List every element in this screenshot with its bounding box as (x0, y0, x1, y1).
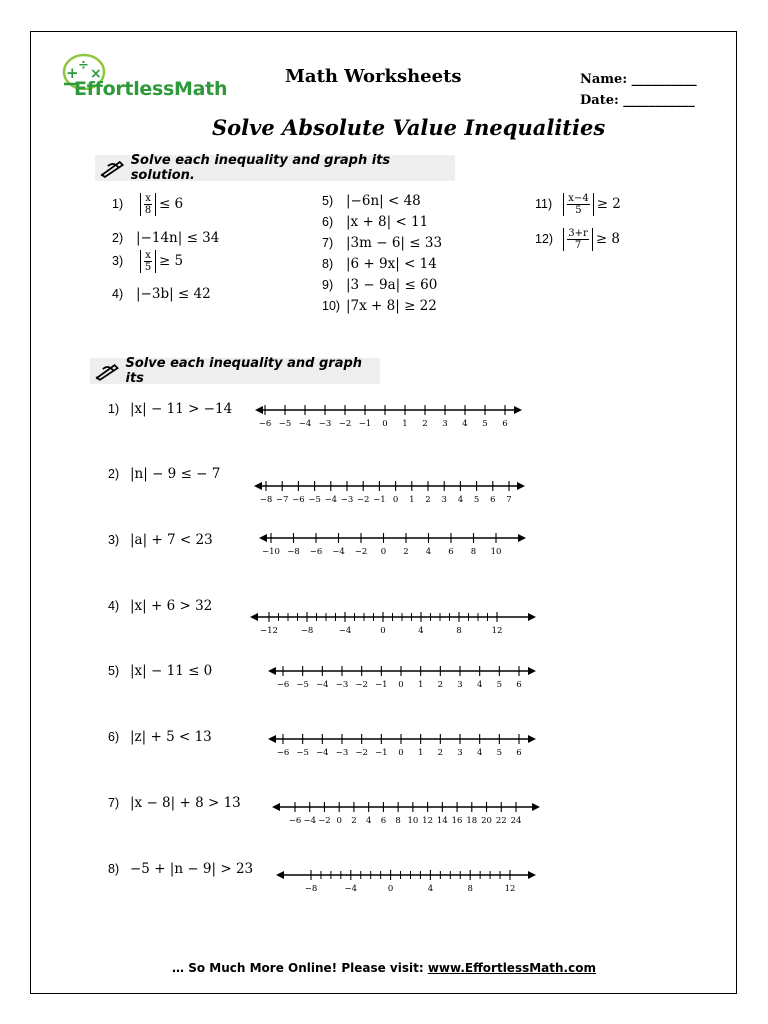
tick-label: 0 (382, 419, 388, 429)
problem-7 (322, 235, 442, 251)
number-line-5 (0, 659, 768, 699)
tick-label: 4 (476, 680, 483, 690)
tick-label: 0 (380, 626, 386, 636)
problem-9 (322, 277, 437, 293)
tick-label: 24 (510, 816, 522, 826)
fraction: $\frac{3+r}{7}$ (563, 228, 593, 251)
tick-label: −1 (373, 495, 386, 505)
number-line-6 (0, 727, 768, 767)
problem-text: |x + 8| < 11 (346, 214, 429, 230)
tick-label: −6 (258, 419, 272, 429)
right-arrow (528, 871, 536, 879)
tick-label: −2 (338, 419, 352, 429)
tick-label: 3 (441, 495, 447, 505)
tick-label: −4 (344, 884, 358, 894)
problem-number: 8) (322, 257, 334, 271)
graph-problem-5: 5) |x| − 11 ≤ 0 (108, 663, 213, 679)
problem-number: 12) (535, 232, 554, 246)
left-arrow (259, 534, 267, 542)
fraction: $\frac{x-4}{5}$ (563, 193, 593, 216)
tick-label: 2 (425, 495, 431, 505)
date-field: Date: ___________ (580, 93, 695, 108)
left-arrow (276, 871, 284, 879)
graph-problem-6: 6) |z| + 5 < 13 (108, 729, 212, 745)
tick-label: −1 (358, 419, 372, 429)
problem-text: |7x + 8| ≥ 22 (346, 298, 437, 314)
tick-label: 3 (442, 419, 448, 429)
tick-label: −1 (375, 680, 388, 690)
tick-label: 18 (466, 816, 478, 826)
tick-label: −4 (316, 680, 329, 690)
tick-label: −10 (262, 547, 280, 557)
left-arrow (272, 803, 280, 811)
problem-text: |−3b| ≤ 42 (136, 286, 211, 302)
tick-label: 5 (473, 495, 480, 505)
tick-label: −12 (260, 626, 278, 636)
tick-label: −4 (316, 748, 329, 758)
tick-label: −6 (276, 680, 290, 690)
tick-label: −5 (278, 419, 292, 429)
worksheet-header-title: Math Worksheets (285, 66, 462, 87)
number-line-2 (0, 474, 768, 514)
right-arrow (528, 667, 536, 675)
tick-label: 4 (457, 495, 464, 505)
tick-label: 0 (398, 748, 404, 758)
problem-number: 11) (535, 197, 553, 211)
tick-label: 16 (451, 816, 463, 826)
pencil-icon (94, 361, 120, 381)
tick-label: 4 (462, 419, 468, 429)
tick-label: 12 (504, 884, 516, 894)
graph-problem-4: 4) |x| + 6 > 32 (108, 598, 213, 614)
problem-12 (535, 228, 620, 251)
fraction: $\frac{x}{5}$ (140, 250, 156, 273)
tick-label: 2 (422, 419, 428, 429)
problem-number: 4) (112, 287, 124, 301)
problem-text: |3m − 6| ≤ 33 (346, 235, 443, 251)
svg-text:+: + (66, 64, 79, 82)
tick-label: 22 (495, 816, 507, 826)
problem-number: 6) (322, 215, 334, 229)
problem-10 (322, 298, 437, 314)
tick-label: 6 (516, 748, 522, 758)
problem-number: 5) (322, 194, 334, 208)
right-arrow (517, 482, 525, 490)
tick-label: −4 (303, 816, 316, 826)
graph-problem-2: 2) |n| − 9 ≤ − 7 (108, 466, 221, 482)
problem-text: ≥ 2 (596, 196, 621, 212)
tick-label: 6 (516, 680, 522, 690)
problem-1 (112, 193, 183, 216)
right-arrow (528, 735, 536, 743)
problem-number: 9) (322, 278, 334, 292)
tick-label: 2 (437, 680, 444, 690)
left-arrow (268, 667, 276, 675)
problem-4 (112, 286, 211, 302)
name-field: Name: __________ (580, 72, 697, 87)
number-line-8 (0, 863, 768, 903)
problem-2 (112, 230, 219, 246)
tick-label: −2 (354, 547, 368, 557)
tick-label: −3 (318, 419, 332, 429)
problem-5 (322, 193, 421, 209)
tick-label: −6 (292, 495, 305, 505)
tick-label: −2 (318, 816, 331, 826)
tick-label: 4 (476, 748, 483, 758)
problem-text: ≥ 5 (158, 253, 184, 269)
number-line-7 (0, 795, 768, 835)
tick-label: 12 (422, 816, 434, 826)
tick-label: −2 (355, 748, 368, 758)
tick-label: 2 (351, 816, 357, 826)
problem-text: |6 + 9x| < 14 (346, 256, 437, 272)
tick-label: −4 (338, 626, 352, 636)
tick-label: 0 (380, 547, 387, 557)
logo-text: EffortlessMath (74, 78, 228, 100)
tick-label: 4 (425, 547, 432, 557)
tick-label: 1 (417, 748, 424, 758)
tick-label: −2 (356, 495, 370, 505)
tick-label: 10 (407, 816, 419, 826)
tick-label: 8 (470, 547, 477, 557)
problem-text: ≤ 6 (158, 196, 184, 212)
tick-label: −6 (288, 816, 302, 826)
tick-label: −3 (335, 748, 349, 758)
problem-text: |−14n| ≤ 34 (136, 230, 220, 246)
tick-label: −6 (309, 547, 323, 557)
number-line-4 (0, 605, 768, 645)
tick-label: −7 (275, 495, 289, 505)
graph-problem-3: 3) |a| + 7 < 23 (108, 532, 213, 548)
tick-label: 0 (387, 884, 394, 894)
tick-label: 0 (392, 495, 399, 505)
tick-label: 6 (490, 495, 496, 505)
number-line-3 (0, 526, 768, 566)
section1-instruction-text: Solve each inequality and graph its solution. (130, 153, 391, 183)
tick-label: 5 (496, 748, 503, 758)
tick-label: −4 (324, 495, 338, 505)
tick-label: 8 (395, 816, 401, 826)
right-arrow (528, 613, 536, 621)
tick-label: 10 (490, 547, 502, 557)
tick-label: 6 (380, 816, 387, 826)
footer-link[interactable]: www.EffortlessMath.com (427, 961, 596, 975)
tick-label: 12 (491, 626, 503, 636)
footer (0, 961, 768, 975)
tick-label: 7 (506, 495, 512, 505)
svg-text:×: × (90, 66, 102, 82)
left-arrow (255, 406, 263, 414)
tick-label: −6 (276, 748, 290, 758)
tick-label: 2 (403, 547, 409, 557)
tick-label: −5 (296, 748, 309, 758)
tick-label: −4 (298, 419, 312, 429)
problem-number: 10) (322, 299, 341, 313)
tick-label: 4 (365, 816, 372, 826)
tick-label: 4 (427, 884, 434, 894)
right-arrow (518, 534, 526, 542)
tick-label: −1 (375, 748, 388, 758)
number-line-1 (0, 398, 768, 438)
tick-label: 8 (467, 884, 473, 894)
tick-label: 1 (402, 419, 408, 429)
section2-instruction (90, 358, 380, 384)
tick-label: 14 (436, 816, 448, 826)
graph-problem-8: 8) −5 + |n − 9| > 23 (108, 861, 254, 877)
page-title: Solve Absolute Value Inequalities (212, 115, 606, 140)
tick-label: −5 (296, 680, 309, 690)
footer-text: … So Much More Online! Please visit: (172, 961, 428, 975)
tick-label: 1 (417, 680, 424, 690)
tick-label: −8 (287, 547, 300, 557)
tick-label: −2 (355, 680, 368, 690)
problem-text: |3 − 9a| ≤ 60 (346, 277, 438, 293)
tick-label: 0 (336, 816, 342, 826)
tick-label: −8 (304, 884, 318, 894)
tick-label: −3 (340, 495, 354, 505)
tick-label: −8 (300, 626, 314, 636)
problem-text: ≥ 8 (595, 231, 621, 247)
pencil-icon (99, 158, 125, 178)
tick-label: −4 (332, 547, 345, 557)
tick-label: 5 (496, 680, 503, 690)
right-arrow (532, 803, 540, 811)
section1-instruction (95, 155, 455, 181)
svg-text:÷: ÷ (78, 58, 89, 73)
tick-label: 20 (481, 816, 492, 826)
tick-label: −5 (308, 495, 321, 505)
tick-label: 6 (502, 419, 508, 429)
tick-label: 4 (418, 626, 424, 636)
tick-label: 3 (457, 680, 463, 690)
tick-label: 8 (456, 626, 462, 636)
tick-label: 1 (409, 495, 415, 505)
left-arrow (250, 613, 258, 621)
graph-problem-7: 7) |x − 8| + 8 > 13 (108, 795, 241, 811)
problem-number: 3) (112, 254, 124, 268)
problem-8 (322, 256, 437, 272)
tick-label: 2 (437, 748, 444, 758)
problem-text: |−6n| < 48 (346, 193, 421, 209)
left-arrow (254, 482, 262, 490)
tick-label: 3 (457, 748, 463, 758)
problem-number: 1) (112, 197, 124, 211)
section2-instruction-text: Solve each inequality and graph its (125, 356, 363, 386)
fraction: $\frac{x}{8}$ (140, 193, 156, 216)
problem-number: 2) (112, 231, 124, 245)
tick-label: 6 (448, 547, 454, 557)
problem-6 (322, 214, 428, 230)
problem-number: 7) (322, 236, 334, 250)
tick-label: −8 (259, 495, 273, 505)
right-arrow (514, 406, 522, 414)
tick-label: −3 (335, 680, 349, 690)
tick-label: 5 (482, 419, 488, 429)
left-arrow (268, 735, 276, 743)
problem-11 (535, 193, 621, 216)
problem-3 (112, 250, 183, 273)
graph-problem-1: 1) |x| − 11 > −14 (108, 401, 233, 417)
tick-label: 0 (398, 680, 404, 690)
